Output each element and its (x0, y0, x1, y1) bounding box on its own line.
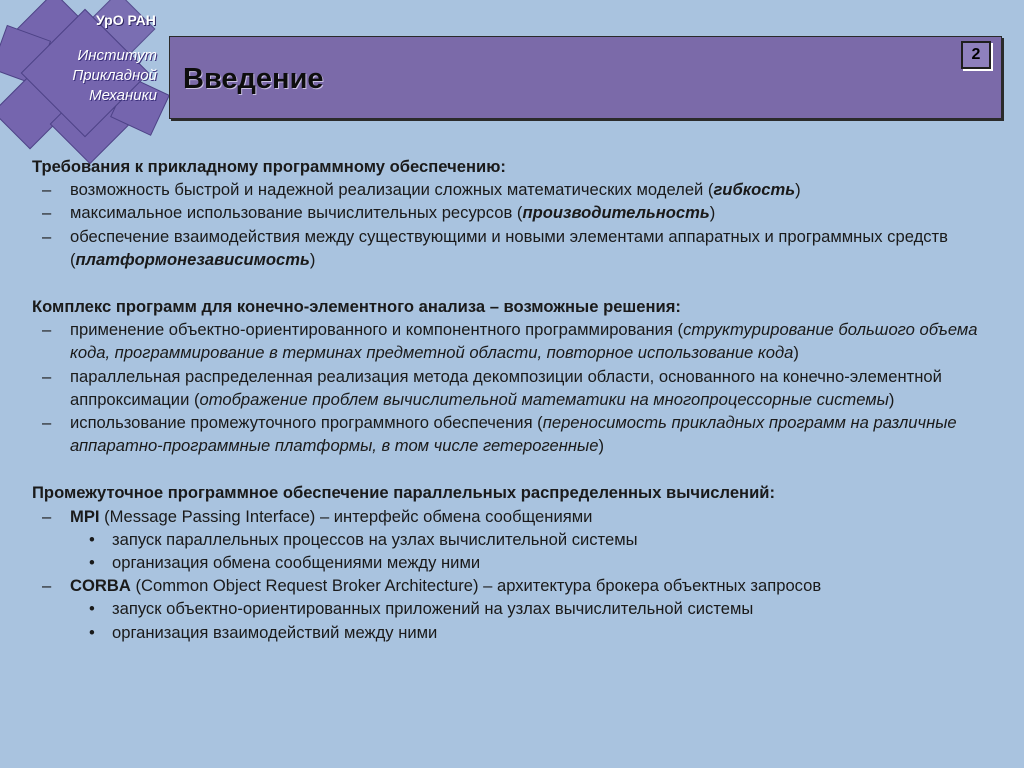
institute-line: Прикладной (72, 67, 157, 84)
dash-marker: – (42, 576, 52, 596)
list-item-corba: – CORBA (Common Object Request Broker Architecture) – архитектура брокера объектных запросов (32, 574, 1007, 597)
sub-list-item: • организация обмена сообщениями между ними (32, 551, 1007, 574)
bullet-marker: • (89, 529, 95, 549)
list-item: – возможность быстрой и надежной реализации сложных математических моделей (гибкость) (32, 178, 1007, 201)
slide-title: Введение (183, 63, 324, 95)
list-item: – максимальное использование вычислительных ресурсов (производительность) (32, 201, 1007, 224)
institute-name (30, 46, 157, 106)
list-item: – обеспечение взаимодействия между существующими и новыми элементами аппаратных и программных средств (платформонезависимость) (42, 226, 948, 269)
bullet-marker: • (89, 553, 95, 573)
bullet-marker: • (89, 622, 95, 642)
section-heading-requirements: Требования к прикладному программному обеспечению: (32, 157, 506, 176)
section-heading-complex: Комплекс программ для конечно-элементного анализа – возможные решения: (32, 297, 681, 317)
list-item: – применение объектно-ориентированного и компонентного программирования (структурирование большого объема кода, программирование в терминах предметной области, повторное использование кода) (42, 320, 978, 363)
sub-list-item: • запуск параллельных процессов на узлах вычислительной системы (32, 528, 1007, 551)
dash-marker: – (42, 506, 52, 526)
dash-marker: – (42, 203, 52, 223)
slide-content (32, 155, 1007, 644)
slide-number: 2 (961, 41, 991, 69)
dash-marker: – (42, 366, 52, 386)
list-item: – использование промежуточного программного обеспечения (переносимость прикладных программ на различные аппаратно-программные платформы, в том числе гетерогенные) (42, 413, 957, 456)
dash-marker: – (42, 180, 52, 200)
sub-list-item: • запуск объектно-ориентированных приложений на узлах вычислительной системы (32, 597, 1007, 620)
list-item: – параллельная распределенная реализация метода декомпозиции области, основанного на конечно-элементной аппроксимации (отображение проблем вычислительной математики на многопроцессорные системы) (42, 366, 942, 409)
dash-marker: – (42, 320, 52, 340)
sub-list-item: • организация взаимодействий между ними (32, 621, 1007, 644)
bullet-marker: • (89, 599, 95, 619)
org-label: УрО РАН (96, 12, 156, 28)
dash-marker: – (42, 226, 52, 246)
list-item-mpi: – MPI (Message Passing Interface) – интерфейс обмена сообщениями (32, 505, 1007, 528)
title-bar (169, 36, 1002, 119)
institute-line: Механики (89, 87, 157, 104)
dash-marker: – (42, 413, 52, 433)
institute-line: Институт (77, 47, 157, 64)
section-heading-middleware: Промежуточное программное обеспечение параллельных распределенных вычислений: (32, 483, 775, 503)
